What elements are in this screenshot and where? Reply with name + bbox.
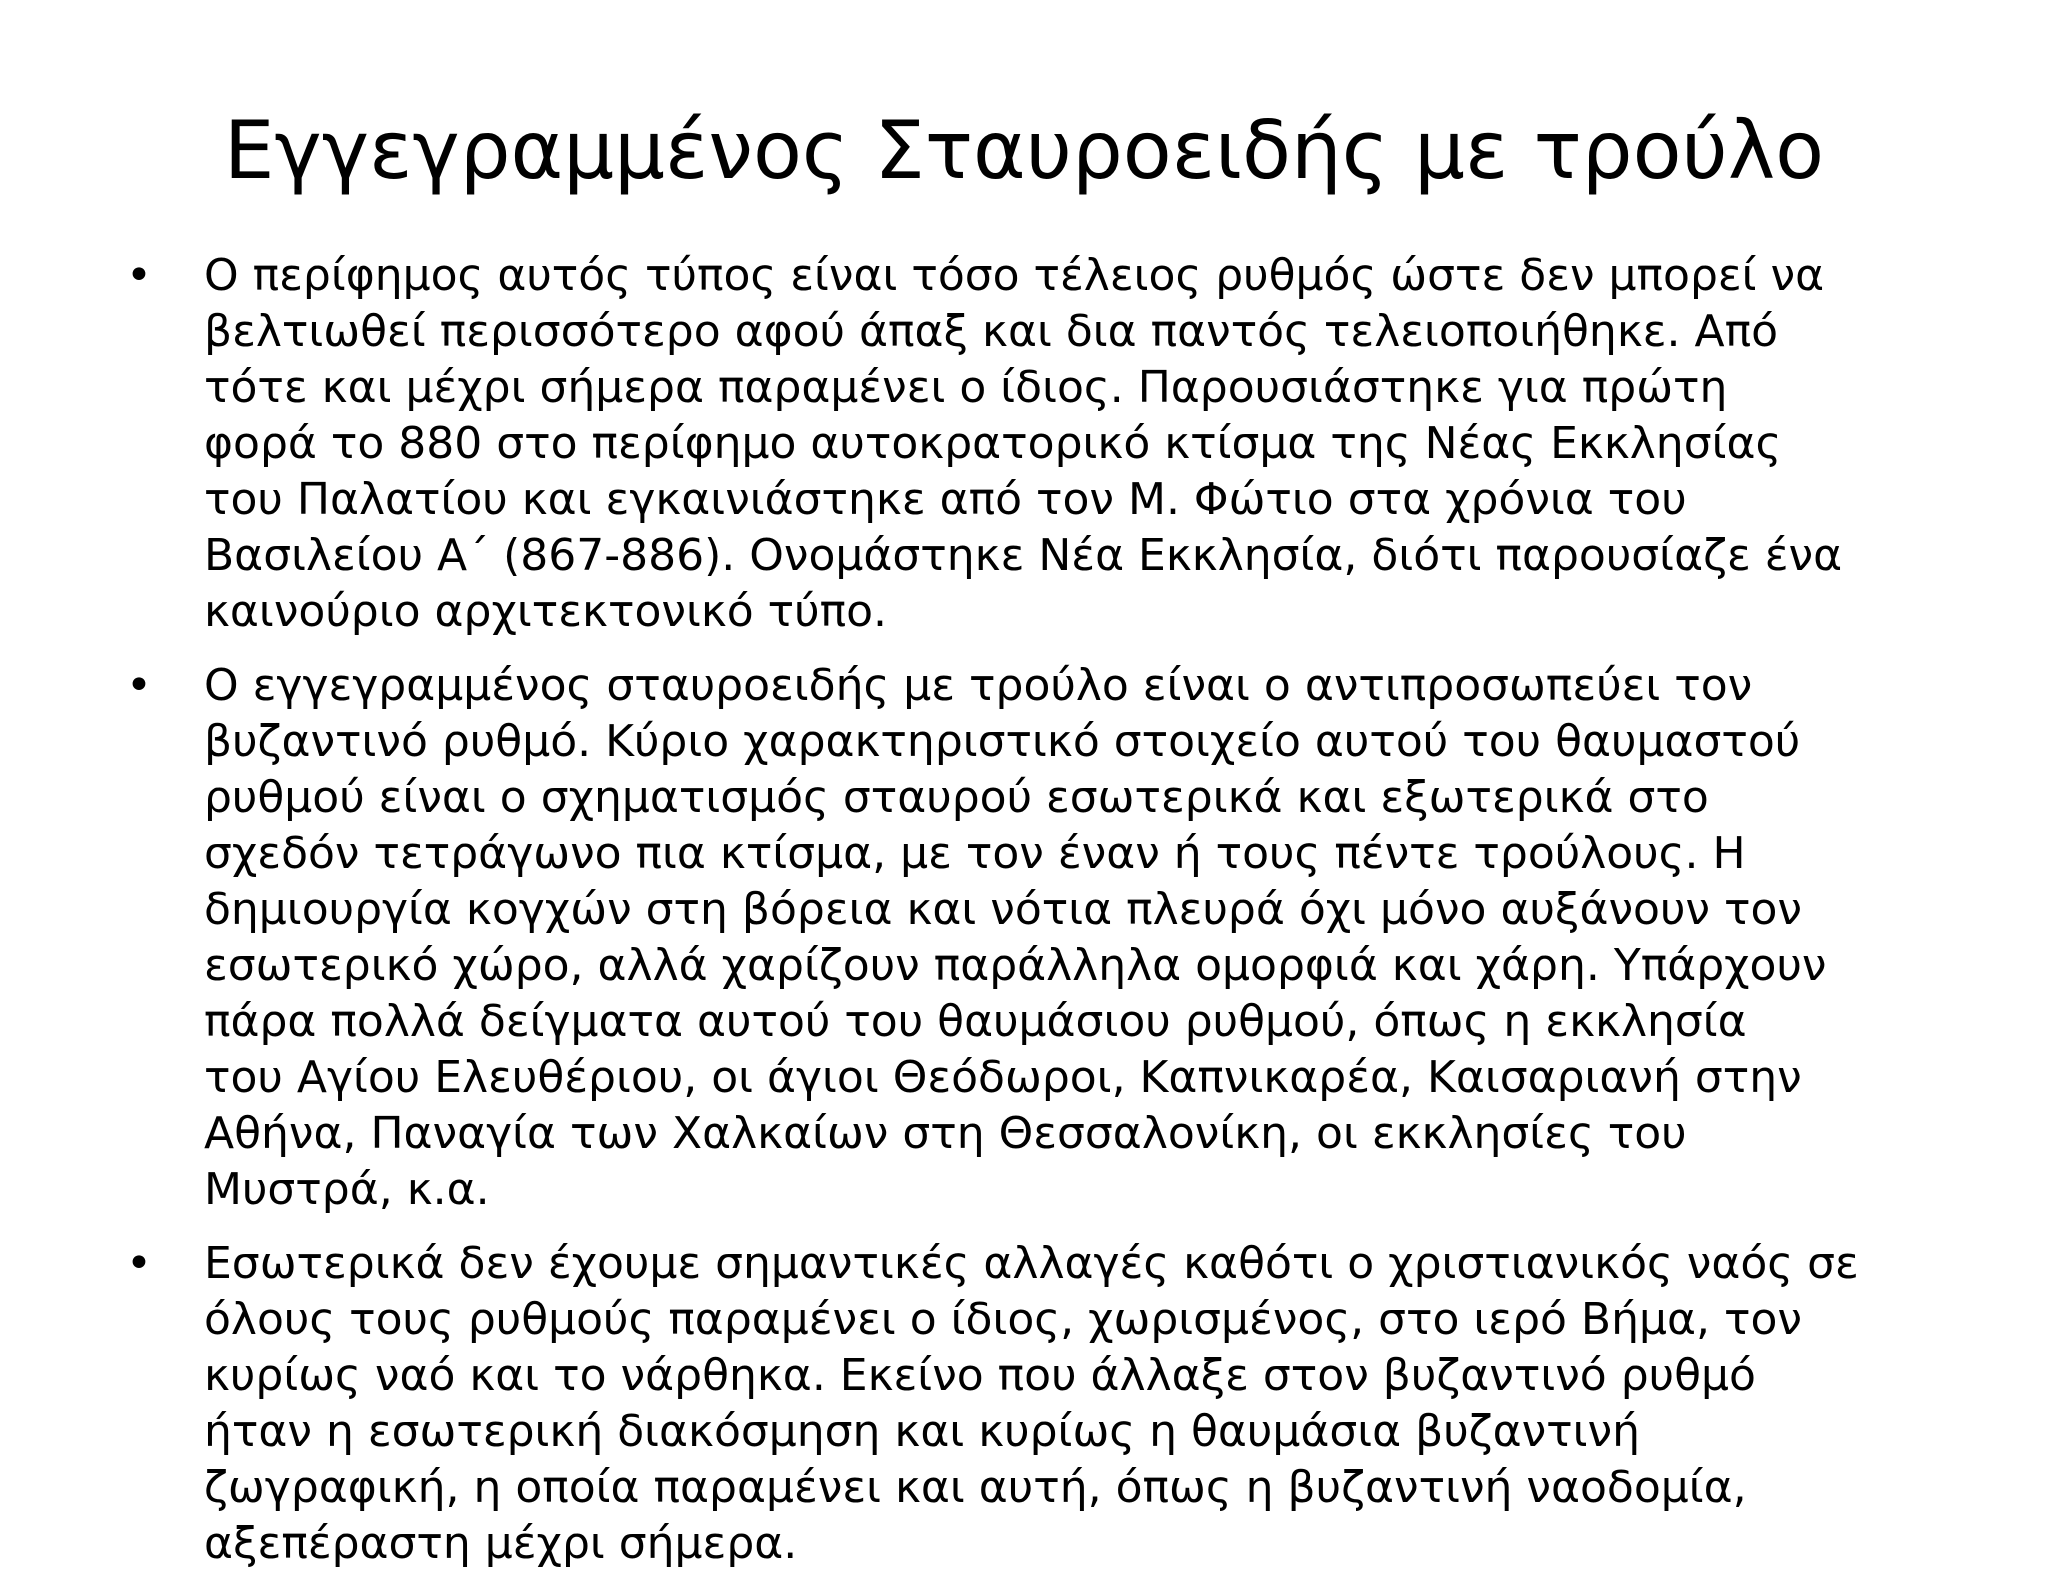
- bullet-text-line: αξεπέραστη μέχρι σήμερα.: [204, 1518, 798, 1569]
- bullet-text-line: φορά το 880 στο περίφημο αυτοκρατορικό κτίσμα της Νέας Εκκλησίας: [204, 418, 1782, 469]
- bullet-text-line: ήταν η εσωτερική διακόσμηση και κυρίως η θαυμάσια βυζαντινή: [204, 1406, 1641, 1457]
- bullet-text-line: κυρίως ναό και το νάρθηκα. Εκείνο που άλλαξε στον βυζαντινό ρυθμό: [204, 1350, 1756, 1401]
- bullet-text-line: δημιουργία κογχών στη βόρεια και νότια πλευρά όχι μόνο αυξάνουν τον: [204, 884, 1802, 935]
- bullet-text-line: σχεδόν τετράγωνο πια κτίσμα, με τον έναν ή τους πέντε τρούλους. Η: [204, 828, 1746, 879]
- bullet-text-line: Ο περίφημος αυτός τύπος είναι τόσο τέλειος ρυθμός ώστε δεν μπορεί να: [204, 250, 1825, 301]
- slide-title: Εγγεγραμμένος Σταυροειδής με τρούλο: [223, 104, 1825, 197]
- bullet-text-line: Βασιλείου Α΄ (867-886). Ονομάστηκε Νέα Εκκλησία, διότι παρουσίαζε ένα: [204, 530, 1843, 581]
- bullet-text-line: του Παλατίου και εγκαινιάστηκε από τον Μ. Φώτιο στα χρόνια του: [204, 474, 1687, 525]
- bullet-dot-icon: •: [126, 250, 152, 301]
- bullet-text-line: εσωτερικό χώρο, αλλά χαρίζουν παράλληλα ομορφιά και χάρη. Υπάρχουν: [204, 940, 1827, 991]
- bullet-text-line: βελτιωθεί περισσότερο αφού άπαξ και δια παντός τελειοποιήθηκε. Από: [204, 306, 1779, 357]
- bullet-item: [126, 658, 1946, 1218]
- bullet-text-line: του Αγίου Ελευθέριου, οι άγιοι Θεόδωροι, Καπνικαρέα, Καισαριανή στην: [204, 1052, 1802, 1103]
- bullet-text-line: ρυθμού είναι ο σχηματισμός σταυρού εσωτερικά και εξωτερικά στο: [204, 772, 1709, 823]
- bullet-item: [126, 248, 1946, 640]
- bullet-item: [126, 1236, 1946, 1572]
- bullet-text-line: Μυστρά, κ.α.: [204, 1164, 490, 1215]
- bullet-dot-icon: •: [126, 1238, 152, 1289]
- bullet-dot-icon: •: [126, 660, 152, 711]
- bullet-text-line: βυζαντινό ρυθμό. Κύριο χαρακτηριστικό στοιχείο αυτού του θαυμαστού: [204, 716, 1801, 767]
- bullet-text-line: Ο εγγεγραμμένος σταυροειδής με τρούλο είναι ο αντιπροσωπεύει τον: [204, 660, 1753, 711]
- bullet-text-line: Αθήνα, Παναγία των Χαλκαίων στη Θεσσαλονίκη, οι εκκλησίες του: [204, 1108, 1687, 1159]
- bullet-text-line: Εσωτερικά δεν έχουμε σημαντικές αλλαγές καθότι ο χριστιανικός ναός σε: [204, 1238, 1859, 1289]
- bullet-text-line: ζωγραφική, η οποία παραμένει και αυτή, όπως η βυζαντινή ναοδομία,: [204, 1462, 1747, 1513]
- bullet-text-line: πάρα πολλά δείγματα αυτού του θαυμάσιου ρυθμού, όπως η εκκλησία: [204, 996, 1747, 1047]
- bullet-text-line: όλους τους ρυθμούς παραμένει ο ίδιος, χωρισμένος, στο ιερό Βήμα, τον: [204, 1294, 1802, 1345]
- bullet-text-line: τότε και μέχρι σήμερα παραμένει ο ίδιος. Παρουσιάστηκε για πρώτη: [204, 362, 1728, 413]
- bullet-text-line: καινούριο αρχιτεκτονικό τύπο.: [204, 586, 888, 637]
- bullet-list: [126, 248, 1946, 1590]
